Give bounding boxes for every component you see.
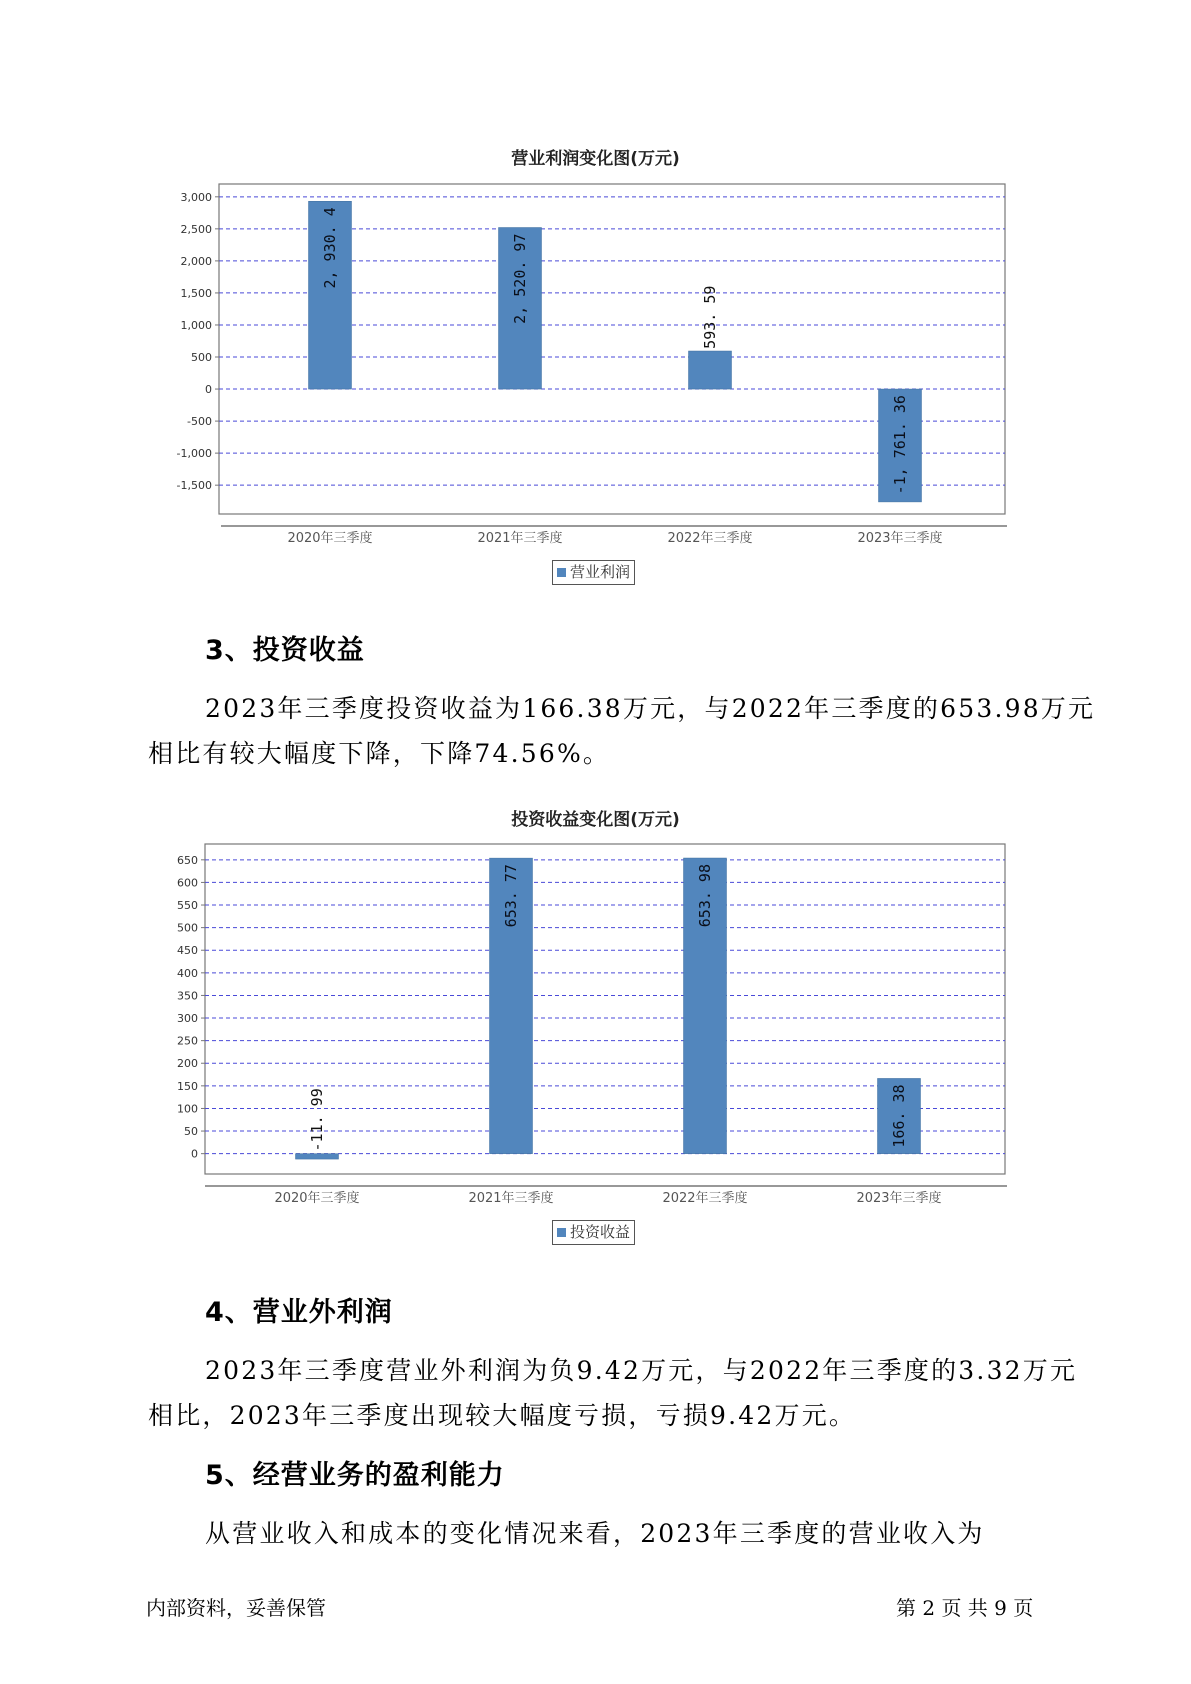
chart1-legend-label: 营业利润	[570, 563, 631, 581]
chart2-y-tick-label: 550	[177, 899, 198, 913]
chart2-y-tick-label: 600	[177, 876, 198, 890]
chart2-category-label: 2022年三季度	[662, 1191, 748, 1206]
chart2-y-tick-label: 150	[177, 1079, 198, 1093]
chart2-y-tick-label: 450	[177, 944, 198, 958]
chart2-data-label: -11. 99	[308, 1088, 326, 1152]
chart1-y-tick-label: 2,500	[180, 222, 212, 236]
footer-page-number: 第 2 页 共 9 页	[896, 1596, 1034, 1620]
chart2-category-label: 2023年三季度	[856, 1191, 942, 1206]
chart2-legend	[552, 1220, 635, 1245]
chart1-y-tick-label: 2,000	[180, 254, 212, 268]
legend-swatch-icon	[557, 1228, 566, 1237]
chart2-y-tick-label: 650	[177, 853, 198, 867]
section-3-line-1: 2023年三季度投资收益为166.38万元，与2022年三季度的653.98万元	[205, 694, 1096, 723]
chart2-data-label: 653. 98	[696, 864, 714, 928]
chart2-title: 投资收益变化图(万元)	[511, 810, 680, 830]
section-5-heading: 5、经营业务的盈利能力	[205, 1460, 505, 1491]
chart2-y-tick-label: 100	[177, 1102, 198, 1116]
chart1-y-tick-label: 500	[191, 351, 212, 365]
chart1-category-label: 2020年三季度	[287, 531, 373, 546]
chart2-category-label: 2020年三季度	[274, 1191, 360, 1206]
chart1-category-label: 2023年三季度	[857, 531, 943, 546]
section-4-heading: 4、营业外利润	[205, 1297, 393, 1328]
chart1-data-label: 2, 520. 97	[511, 233, 529, 324]
chart1-y-tick-label: -1,000	[176, 447, 212, 461]
section-5-line-1: 从营业收入和成本的变化情况来看，2023年三季度的营业收入为	[205, 1519, 985, 1548]
chart2-data-label: 166. 38	[890, 1084, 908, 1148]
chart1-y-tick-label: 3,000	[180, 190, 212, 204]
chart1-title: 营业利润变化图(万元)	[511, 149, 680, 169]
chart1-data-label: -1, 761. 36	[891, 395, 909, 495]
chart1-y-tick-label: -500	[187, 415, 212, 429]
section-3-heading: 3、投资收益	[205, 635, 365, 666]
chart1-y-tick-label: 1,000	[180, 318, 212, 332]
chart2-bar	[296, 1154, 339, 1159]
chart2-y-tick-label: 250	[177, 1034, 198, 1048]
chart2-y-tick-label: 400	[177, 966, 198, 980]
chart1-category-label: 2022年三季度	[667, 531, 753, 546]
footer-confidential: 内部资料，妥善保管	[146, 1596, 326, 1620]
chart2-y-tick-label: 500	[177, 921, 198, 935]
chart1-y-tick-label: 0	[205, 383, 212, 397]
chart2-category-label: 2021年三季度	[468, 1191, 554, 1206]
chart2-y-tick-label: 300	[177, 1012, 198, 1026]
chart2-y-tick-label: 0	[191, 1147, 198, 1161]
chart2-y-tick-label: 200	[177, 1057, 198, 1071]
chart2-data-label: 653. 77	[502, 864, 520, 928]
chart1-data-label: 593. 59	[701, 285, 719, 349]
chart1-data-label: 2, 930. 4	[321, 207, 339, 289]
section-4-line-1: 2023年三季度营业外利润为负9.42万元，与2022年三季度的3.32万元	[205, 1356, 1078, 1385]
section-4-line-2: 相比，2023年三季度出现较大幅度亏损，亏损9.42万元。	[148, 1401, 857, 1430]
chart1-category-label: 2021年三季度	[477, 531, 563, 546]
chart1-y-tick-label: 1,500	[180, 286, 212, 300]
section-3-line-2: 相比有较大幅度下降，下降74.56%。	[148, 739, 611, 768]
chart2-y-tick-label: 350	[177, 989, 198, 1003]
chart1-y-tick-label: -1,500	[176, 479, 212, 493]
chart2-legend-label: 投资收益	[570, 1223, 631, 1241]
chart2-y-tick-label: 50	[184, 1125, 198, 1139]
